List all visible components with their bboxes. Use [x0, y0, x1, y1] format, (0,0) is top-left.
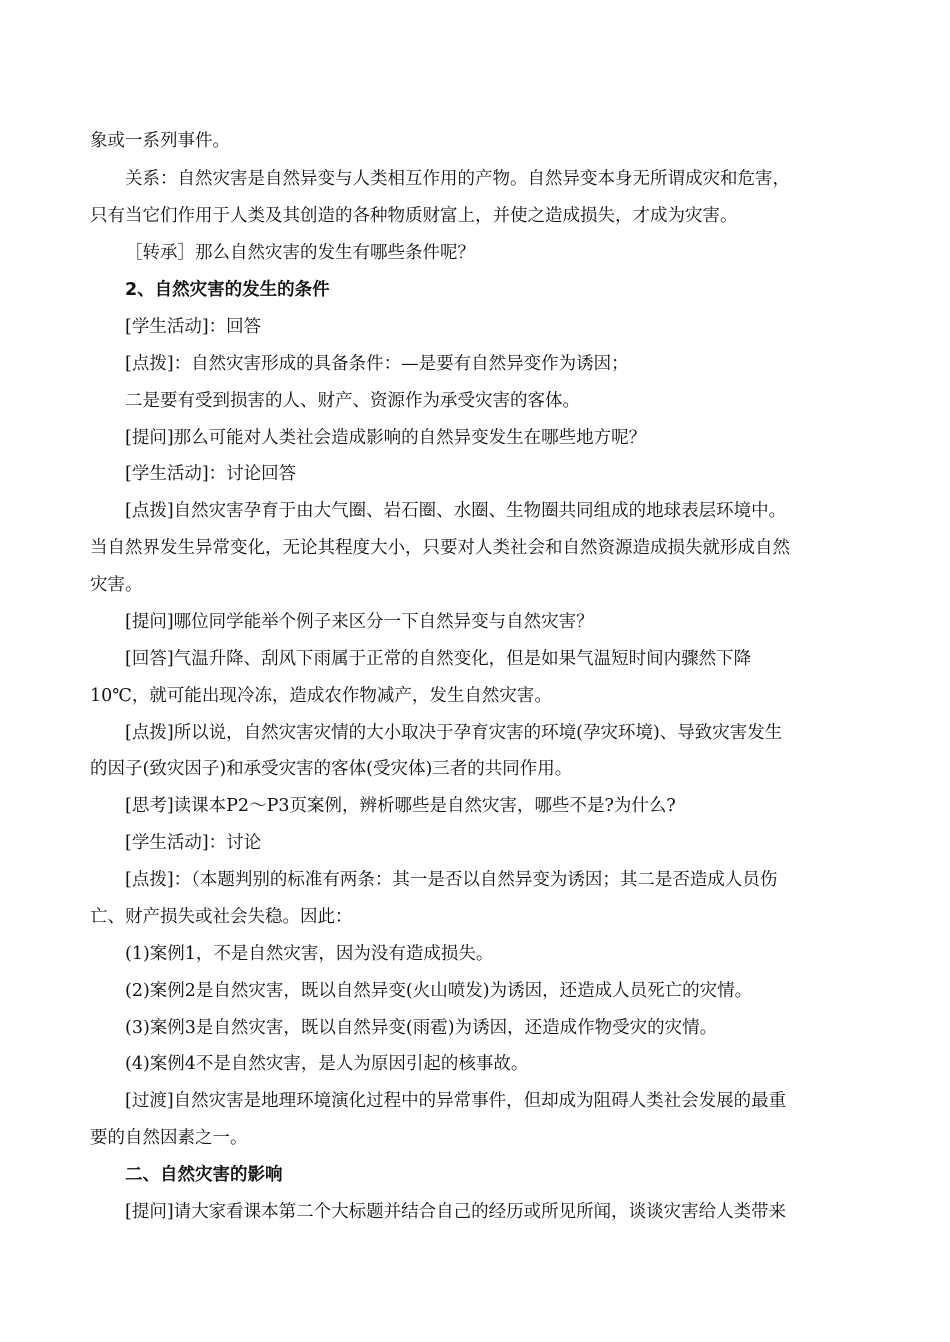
text-line: [学生活动]：讨论: [125, 833, 262, 853]
text-line: 象或一系列事件。: [90, 131, 230, 151]
text-line: [点拨]自然灾害孕育于由大气圈、岩石圈、水圈、生物圈共同组成的地球表层环境中。: [125, 501, 787, 521]
section-heading: 二、自然灾害的影响: [125, 1165, 283, 1185]
text-line: 只有当它们作用于人类及其创造的各种物质财富上，并使之造成损失，才成为灾害。: [90, 206, 738, 226]
text-line: 关系：自然灾害是自然异变与人类相互作用的产物。自然异变本身无所谓成灾和危害，: [125, 169, 790, 189]
text-line: 二是要有受到损害的人、财产、资源作为承受灾害的客体。: [125, 391, 580, 411]
text-line: 要的自然因素之一。: [90, 1128, 248, 1148]
text-line: 10℃，就可能出现冷冻，造成农作物减产，发生自然灾害。: [90, 686, 552, 706]
list-item: (4)案例4不是自然灾害，是人为原因引起的核事故。: [125, 1054, 529, 1074]
text-line: [思考]读课本P2～P3页案例，辨析哪些是自然灾害，哪些不是?为什么?: [125, 796, 676, 816]
text-line: [点拨]所以说，自然灾害灾情的大小取决于孕育灾害的环境(孕灾环境)、导致灾害发生: [125, 723, 783, 743]
list-item: (3)案例3是自然灾害，既以自然异变(雨雹)为诱因，还造成作物受灾的灾情。: [125, 1018, 718, 1038]
list-item: (2)案例2是自然灾害，既以自然异变(火山喷发)为诱因，还造成人员死亡的灾情。: [125, 981, 753, 1001]
text-line: [提问]请大家看课本第二个大标题并结合自己的经历或所见所闻，谈谈灾害给人类带来: [125, 1202, 787, 1222]
text-line: [过渡]自然灾害是地理环境演化过程中的异常事件，但却成为阻碍人类社会发展的最重: [125, 1091, 787, 1111]
text-line: 的因子(致灾因子)和承受灾害的客体(受灾体)三者的共同作用。: [90, 759, 573, 779]
text-line: 当自然界发生异常变化，无论其程度大小，只要对人类社会和自然资源造成损失就形成自然: [90, 538, 790, 558]
text-line: [点拨]：自然灾害形成的具备条件：—是要有自然异变作为诱因；: [125, 354, 629, 374]
text-line: ［转承］那么自然灾害的发生有哪些条件呢？: [125, 243, 475, 263]
text-line: [提问]那么可能对人类社会造成影响的自然异变发生在哪些地方呢？: [125, 428, 647, 448]
text-line: [提问]哪位同学能举个例子来区分一下自然异变与自然灾害？: [125, 612, 594, 632]
list-item: (1)案例1，不是自然灾害，因为没有造成损失。: [125, 944, 494, 964]
text-line: [回答]气温升降、刮风下雨属于正常的自然变化，但是如果气温短时间内骤然下降: [125, 649, 752, 669]
text-line: 灾害。: [90, 575, 143, 595]
text-line: [学生活动]：讨论回答: [125, 464, 297, 484]
text-line: [学生活动]：回答: [125, 317, 262, 337]
text-line: 亡、财产损失或社会失稳。因此：: [90, 907, 353, 927]
section-heading: 2、自然灾害的发生的条件: [125, 280, 330, 300]
text-line: [点拨]：（本题判别的标准有两条：其一是否以自然异变为诱因；其二是否造成人员伤: [125, 870, 778, 890]
